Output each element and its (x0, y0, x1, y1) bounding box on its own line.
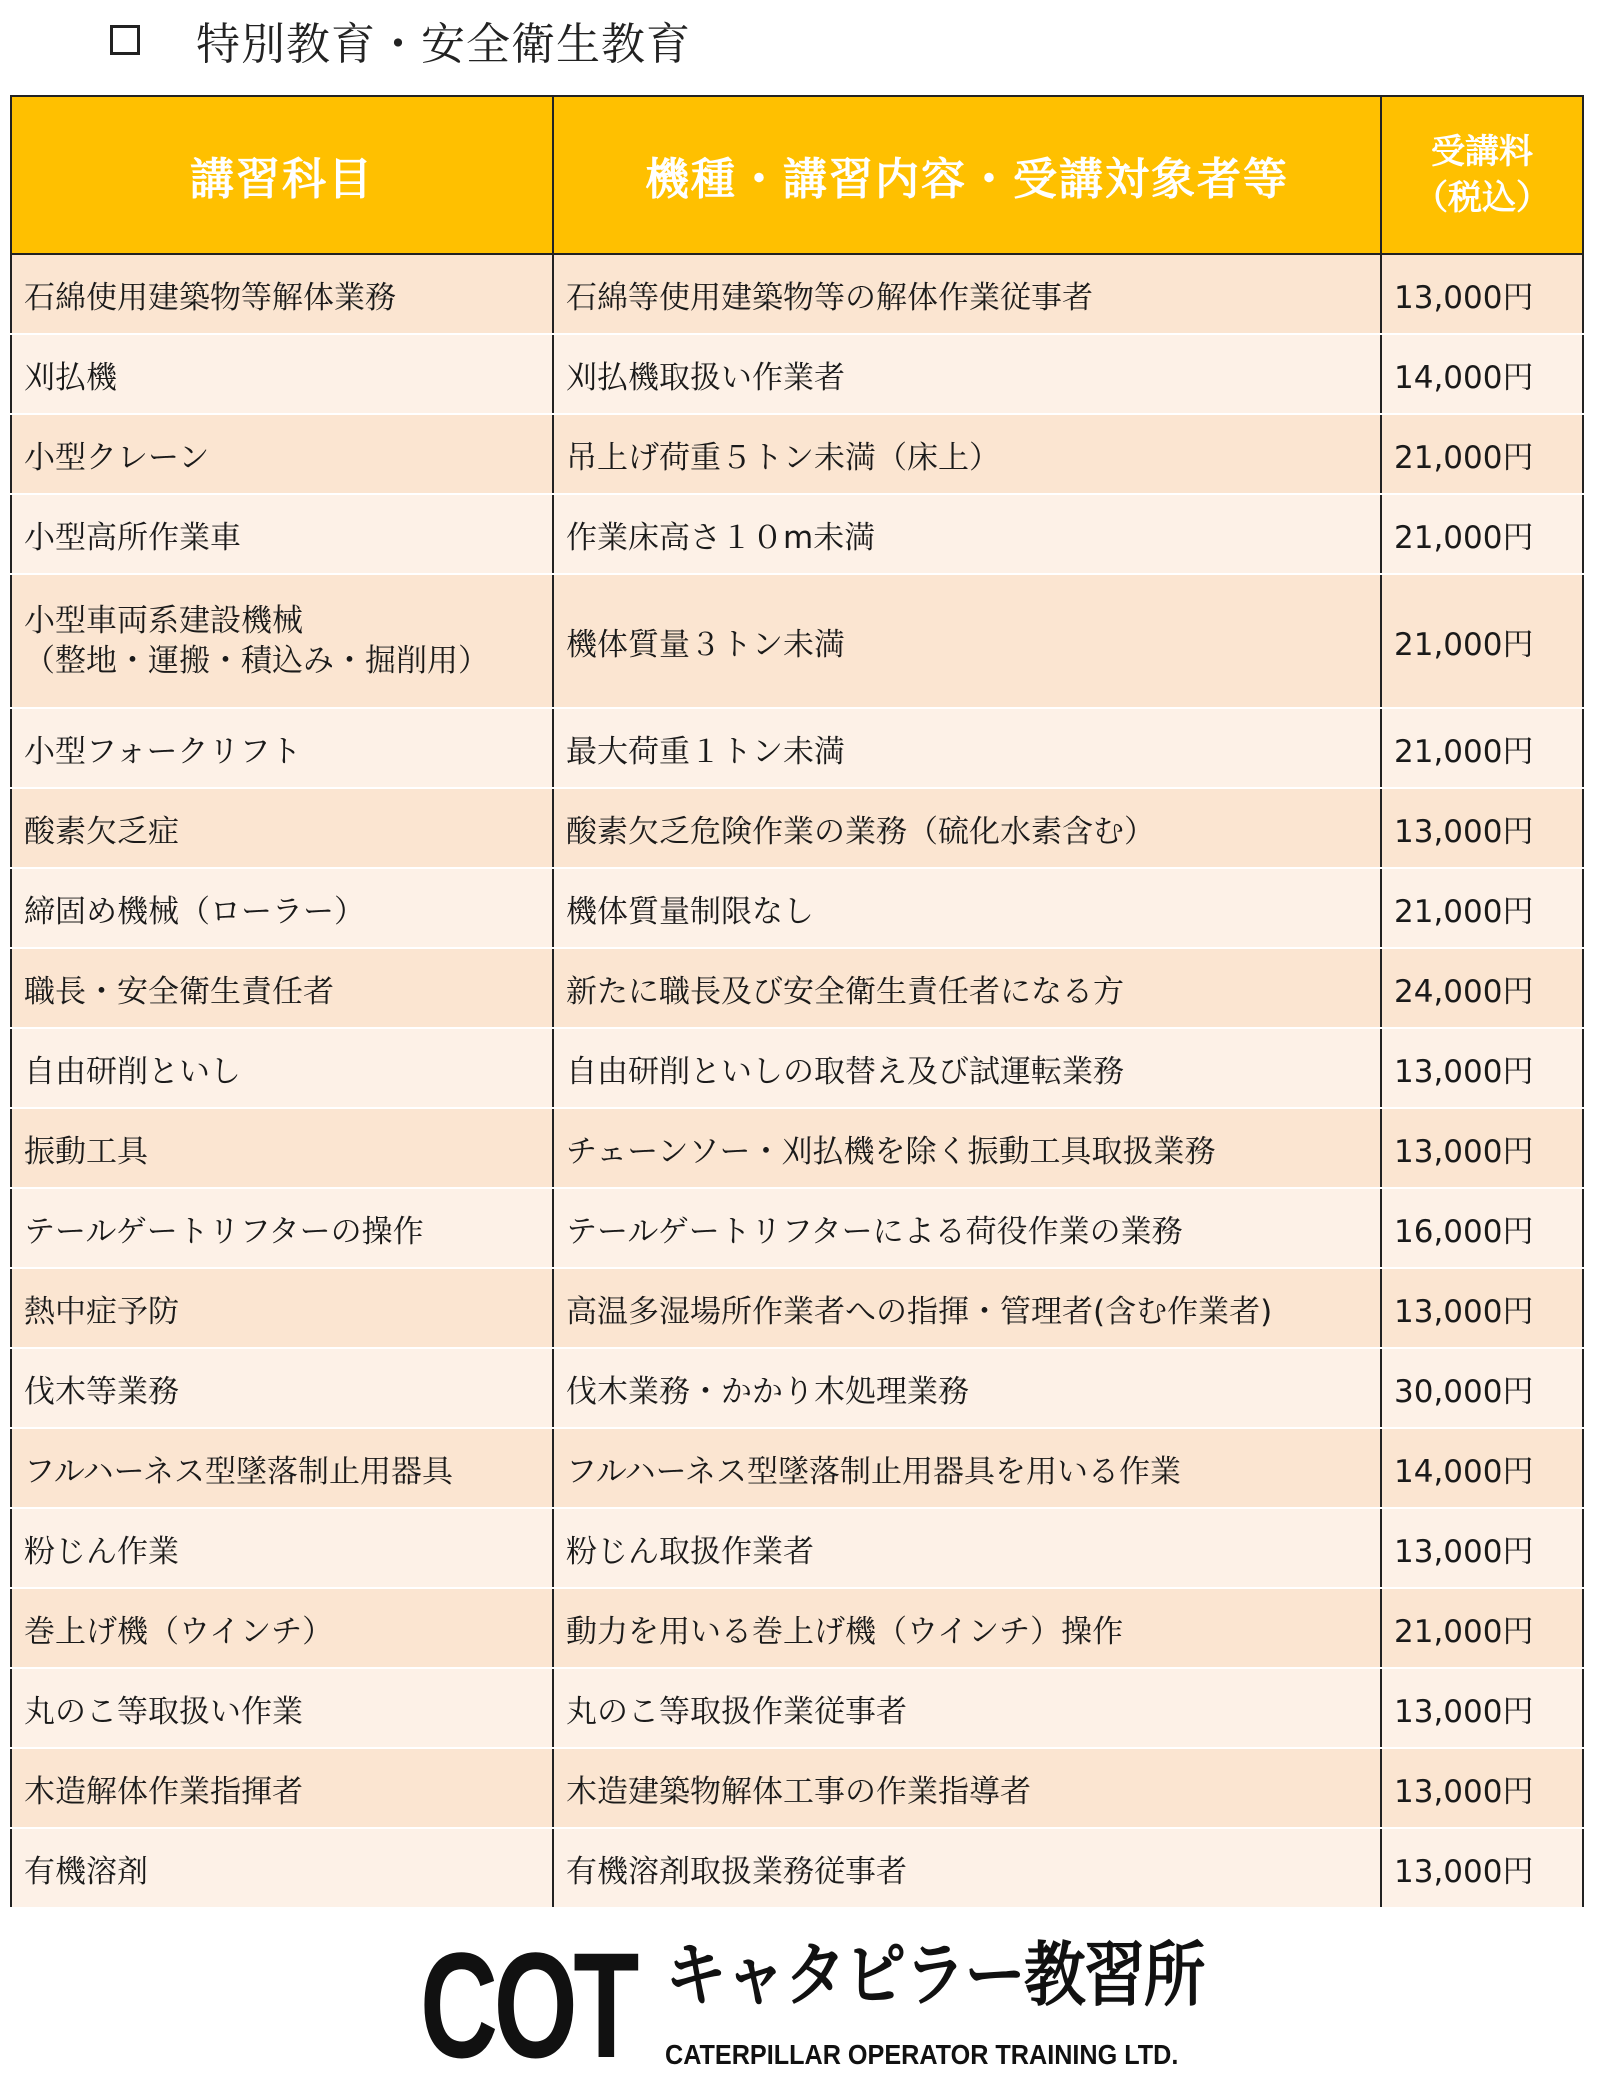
cell-content: 丸のこ等取扱作業従事者 (553, 1668, 1381, 1748)
header-fee-line1: 受講料 (1431, 132, 1533, 172)
cell-fee: 21,000円 (1381, 1588, 1583, 1668)
cell-fee: 21,000円 (1381, 494, 1583, 574)
table-row (11, 1188, 1583, 1268)
cell-fee: 21,000円 (1381, 708, 1583, 788)
logo-mark: COT (420, 1921, 636, 2089)
cell-content: 伐木業務・かかり木処理業務 (553, 1348, 1381, 1428)
cell-content: テールゲートリフターによる荷役作業の業務 (553, 1188, 1381, 1268)
table-row (11, 868, 1583, 948)
cell-subject: 小型フォークリフト (11, 708, 553, 788)
cell-fee: 16,000円 (1381, 1188, 1583, 1268)
cell-subject: フルハーネス型墜落制止用器具 (11, 1428, 553, 1508)
cell-subject: 丸のこ等取扱い作業 (11, 1668, 553, 1748)
table-row (11, 1028, 1583, 1108)
company-logo (420, 1921, 1204, 2089)
table-row (11, 788, 1583, 868)
section-title: 特別教育・安全衛生教育 (196, 19, 691, 70)
cell-fee: 21,000円 (1381, 868, 1583, 948)
cell-content: 刈払機取扱い作業者 (553, 334, 1381, 414)
table-row (11, 1428, 1583, 1508)
table-row (11, 1108, 1583, 1188)
cell-content: 自由研削といしの取替え及び試運転業務 (553, 1028, 1381, 1108)
table-row (11, 1268, 1583, 1348)
cell-fee: 13,000円 (1381, 1748, 1583, 1828)
checkbox-icon (110, 25, 140, 55)
cell-subject: 石綿使用建築物等解体業務 (11, 254, 553, 334)
table-row (11, 708, 1583, 788)
cell-fee: 24,000円 (1381, 948, 1583, 1028)
cell-fee: 14,000円 (1381, 334, 1583, 414)
cell-content: 粉じん取扱作業者 (553, 1508, 1381, 1588)
cell-subject: 小型クレーン (11, 414, 553, 494)
table-row (11, 574, 1583, 708)
cell-content: 作業床高さ１０m未満 (553, 494, 1381, 574)
cell-subject: 小型高所作業車 (11, 494, 553, 574)
cell-content: 動力を用いる巻上げ機（ウインチ）操作 (553, 1588, 1381, 1668)
cell-fee: 30,000円 (1381, 1348, 1583, 1428)
cell-subject: 粉じん作業 (11, 1508, 553, 1588)
header-content: 機種・講習内容・受講対象者等 (553, 96, 1381, 254)
cell-subject: 巻上げ機（ウインチ） (11, 1588, 553, 1668)
cell-subject: 木造解体作業指揮者 (11, 1748, 553, 1828)
cell-subject: 刈払機 (11, 334, 553, 414)
cell-subject (11, 574, 553, 708)
cell-content: 酸素欠乏危険作業の業務（硫化水素含む） (553, 788, 1381, 868)
cell-content: 新たに職長及び安全衛生責任者になる方 (553, 948, 1381, 1028)
cell-fee: 13,000円 (1381, 254, 1583, 334)
cell-fee: 13,000円 (1381, 788, 1583, 868)
table-row (11, 494, 1583, 574)
table-row (11, 254, 1583, 334)
section-heading (110, 10, 691, 70)
course-table (10, 95, 1584, 1909)
cell-fee: 13,000円 (1381, 1668, 1583, 1748)
cell-subject: 職長・安全衛生責任者 (11, 948, 553, 1028)
cell-subject: 締固め機械（ローラー） (11, 868, 553, 948)
table-header-row (11, 96, 1583, 254)
cell-fee: 13,000円 (1381, 1508, 1583, 1588)
cell-fee: 13,000円 (1381, 1828, 1583, 1908)
table-row (11, 948, 1583, 1028)
cell-subject-line1: 小型車両系建設機械 (24, 603, 303, 639)
cell-subject: 有機溶剤 (11, 1828, 553, 1908)
table-row (11, 1348, 1583, 1428)
cell-fee: 13,000円 (1381, 1268, 1583, 1348)
cell-subject: 酸素欠乏症 (11, 788, 553, 868)
cell-content: 木造建築物解体工事の作業指導者 (553, 1748, 1381, 1828)
cell-fee: 13,000円 (1381, 1028, 1583, 1108)
table-row (11, 1828, 1583, 1908)
logo-name-jp: キャタピラー教習所 (665, 1934, 1204, 2016)
cell-content: 機体質量制限なし (553, 868, 1381, 948)
cell-fee: 21,000円 (1381, 574, 1583, 708)
header-subject: 講習科目 (11, 96, 553, 254)
table-row (11, 1748, 1583, 1828)
table-row (11, 1668, 1583, 1748)
cell-content: 吊上げ荷重５トン未満（床上） (553, 414, 1381, 494)
table-row (11, 414, 1583, 494)
header-fee-line2: （税込） (1414, 178, 1550, 218)
table-row (11, 334, 1583, 414)
cell-subject: テールゲートリフターの操作 (11, 1188, 553, 1268)
table-row (11, 1588, 1583, 1668)
cell-content: フルハーネス型墜落制止用器具を用いる作業 (553, 1428, 1381, 1508)
cell-subject: 自由研削といし (11, 1028, 553, 1108)
cell-content: 有機溶剤取扱業務従事者 (553, 1828, 1381, 1908)
cell-fee: 21,000円 (1381, 414, 1583, 494)
cell-subject: 熱中症予防 (11, 1268, 553, 1348)
cell-subject: 振動工具 (11, 1108, 553, 1188)
table-row (11, 1508, 1583, 1588)
cell-content: 石綿等使用建築物等の解体作業従事者 (553, 254, 1381, 334)
cell-fee: 13,000円 (1381, 1108, 1583, 1188)
logo-name-en: CATERPILLAR OPERATOR TRAINING LTD. (665, 2039, 1179, 2070)
header-fee (1381, 96, 1583, 254)
cell-content: 高温多湿場所作業者への指揮・管理者(含む作業者) (553, 1268, 1381, 1348)
cell-content: 機体質量３トン未満 (553, 574, 1381, 708)
cell-fee: 14,000円 (1381, 1428, 1583, 1508)
cell-subject: 伐木等業務 (11, 1348, 553, 1428)
cell-subject-line2: （整地・運搬・積込み・掘削用） (24, 643, 489, 679)
cell-content: チェーンソー・刈払機を除く振動工具取扱業務 (553, 1108, 1381, 1188)
cell-content: 最大荷重１トン未満 (553, 708, 1381, 788)
